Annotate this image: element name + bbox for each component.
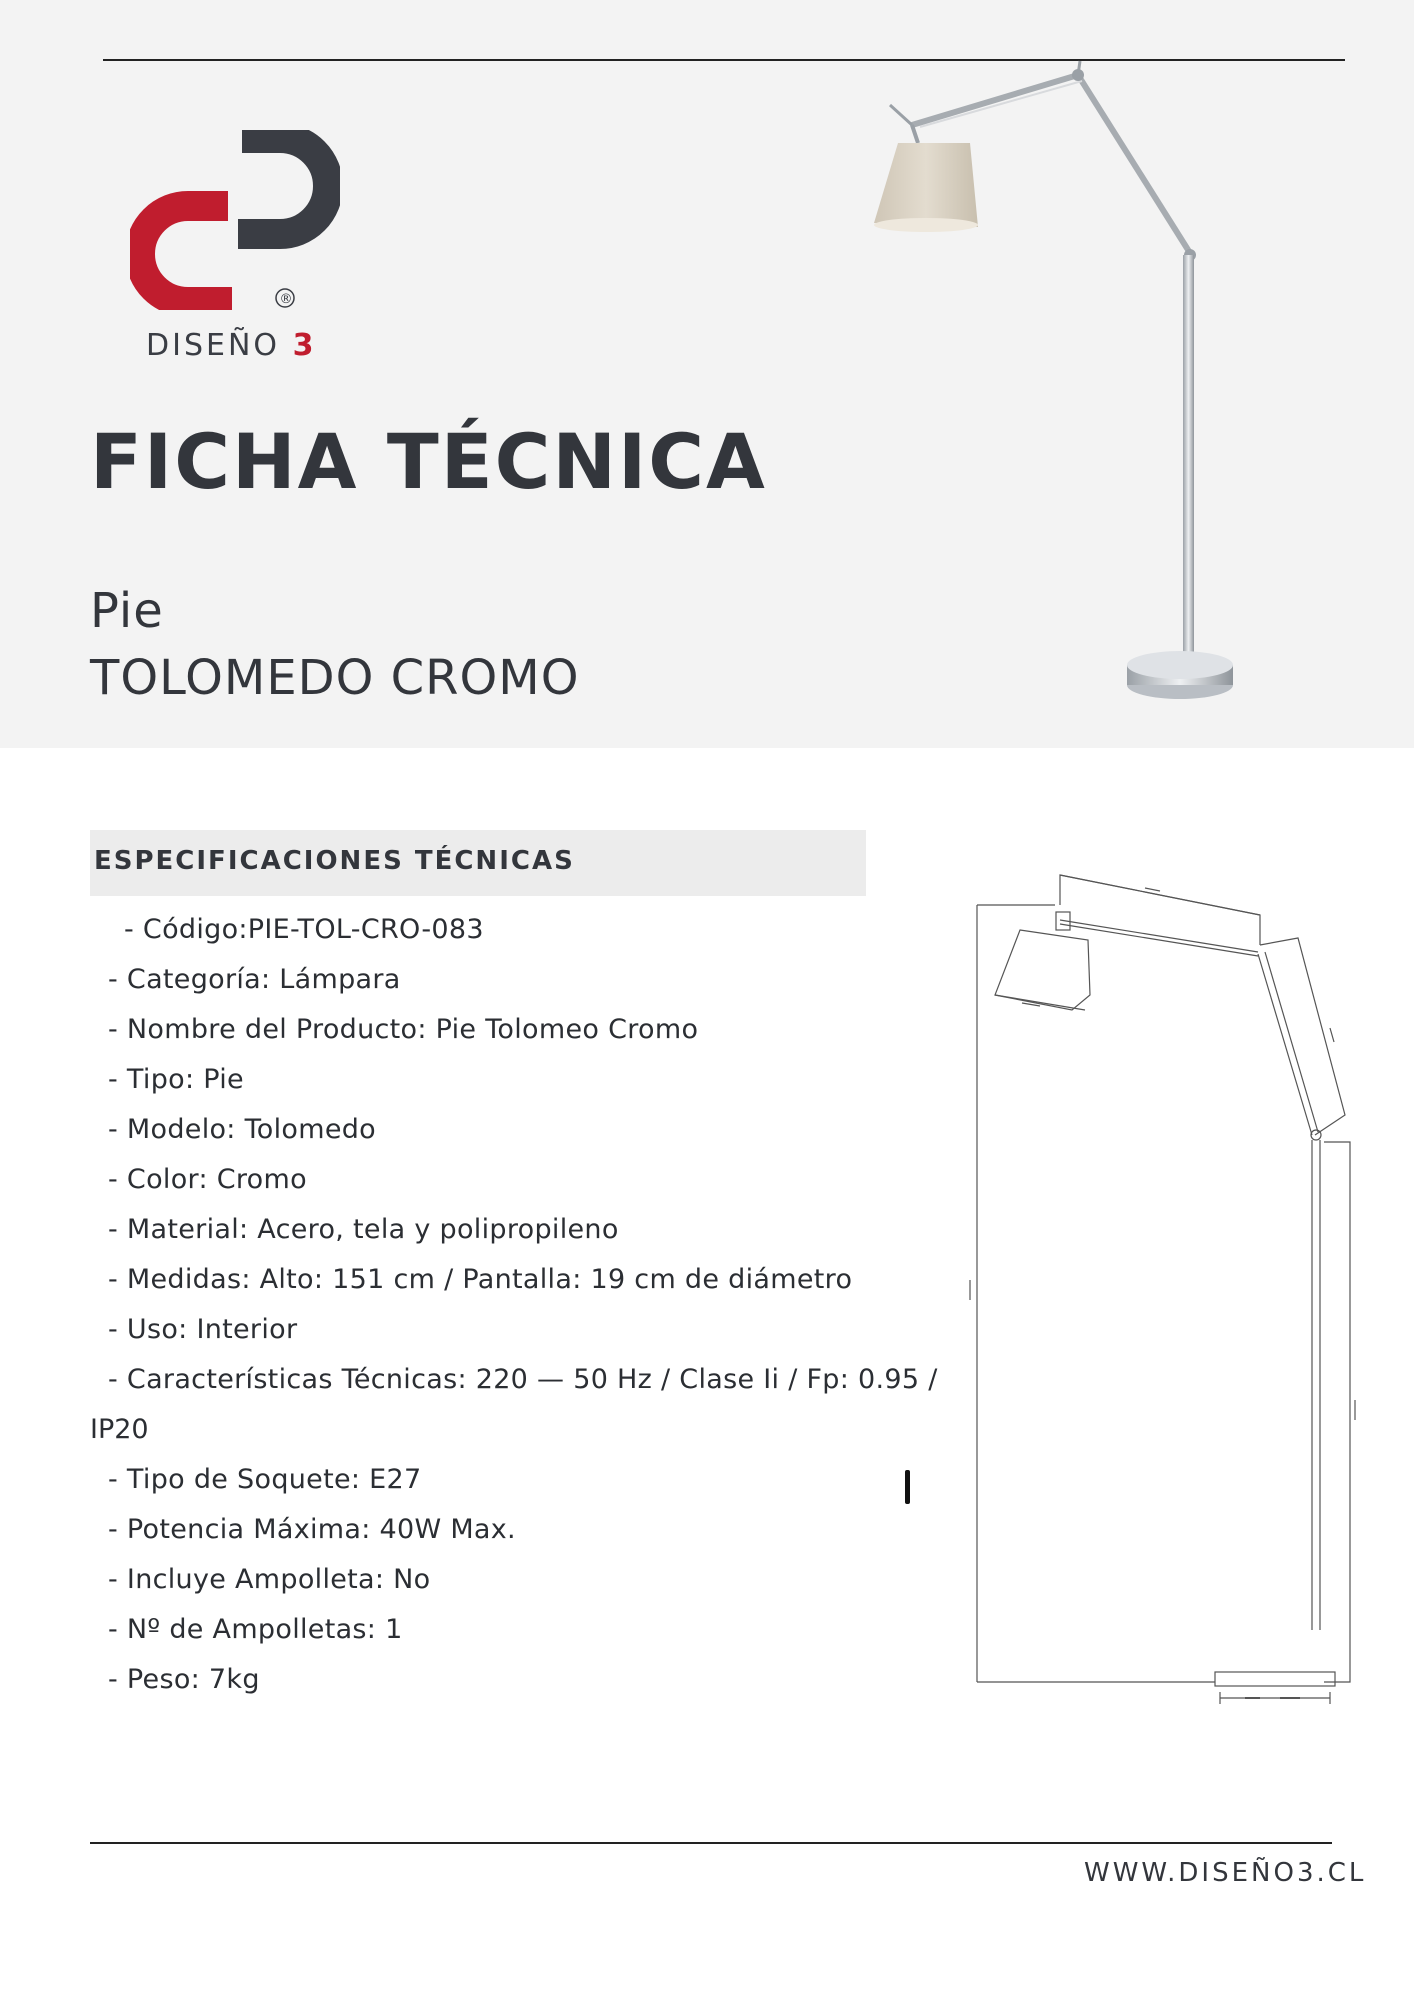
technical-drawing	[960, 860, 1370, 1720]
product-photo	[860, 55, 1260, 715]
brand-logo-icon	[130, 130, 340, 310]
text-cursor	[905, 1470, 910, 1504]
spec-heading: ESPECIFICACIONES TÉCNICAS	[94, 846, 575, 876]
spec-item-bulb-count: - Nº de Ampolletas: 1	[108, 1614, 403, 1645]
spec-item-color: - Color: Cromo	[108, 1164, 307, 1195]
spec-item-product-name: - Nombre del Producto: Pie Tolomeo Cromo	[108, 1014, 699, 1045]
registered-mark: ®	[279, 292, 293, 307]
spec-item-weight: - Peso: 7kg	[108, 1664, 260, 1695]
brand-name	[146, 328, 316, 363]
spec-item-code: - Código:PIE-TOL-CRO-083	[124, 914, 484, 945]
spec-item-category: - Categoría: Lámpara	[108, 964, 401, 995]
brand-name-number: 3	[292, 328, 317, 363]
spec-item-max-power: - Potencia Máxima: 40W Max.	[108, 1514, 516, 1545]
spec-item-technical: - Características Técnicas: 220 — 50 Hz / Clase Ii / Fp: 0.95 /	[108, 1364, 938, 1395]
bottom-divider	[90, 1842, 1332, 1844]
spec-item-model: - Modelo: Tolomedo	[108, 1114, 377, 1145]
product-name: TOLOMEDO CROMO	[90, 650, 580, 706]
product-type: Pie	[90, 583, 164, 639]
spec-item-use: - Uso: Interior	[108, 1314, 298, 1345]
brand-name-text: DISEÑO	[146, 328, 281, 363]
spec-item-bulb-included: - Incluye Ampolleta: No	[108, 1564, 431, 1595]
page-title: FICHA TÉCNICA	[90, 417, 767, 506]
spec-item-socket: - Tipo de Soquete: E27	[108, 1464, 422, 1495]
spec-item-type: - Tipo: Pie	[108, 1064, 244, 1095]
spec-item-material: - Material: Acero, tela y polipropileno	[108, 1214, 619, 1245]
website-link[interactable]: WWW.DISEÑO3.CL	[1084, 1858, 1367, 1888]
spec-item-dimensions: - Medidas: Alto: 151 cm / Pantalla: 19 cm de diámetro	[108, 1264, 853, 1295]
spec-item-technical-continuation: IP20	[90, 1414, 149, 1445]
